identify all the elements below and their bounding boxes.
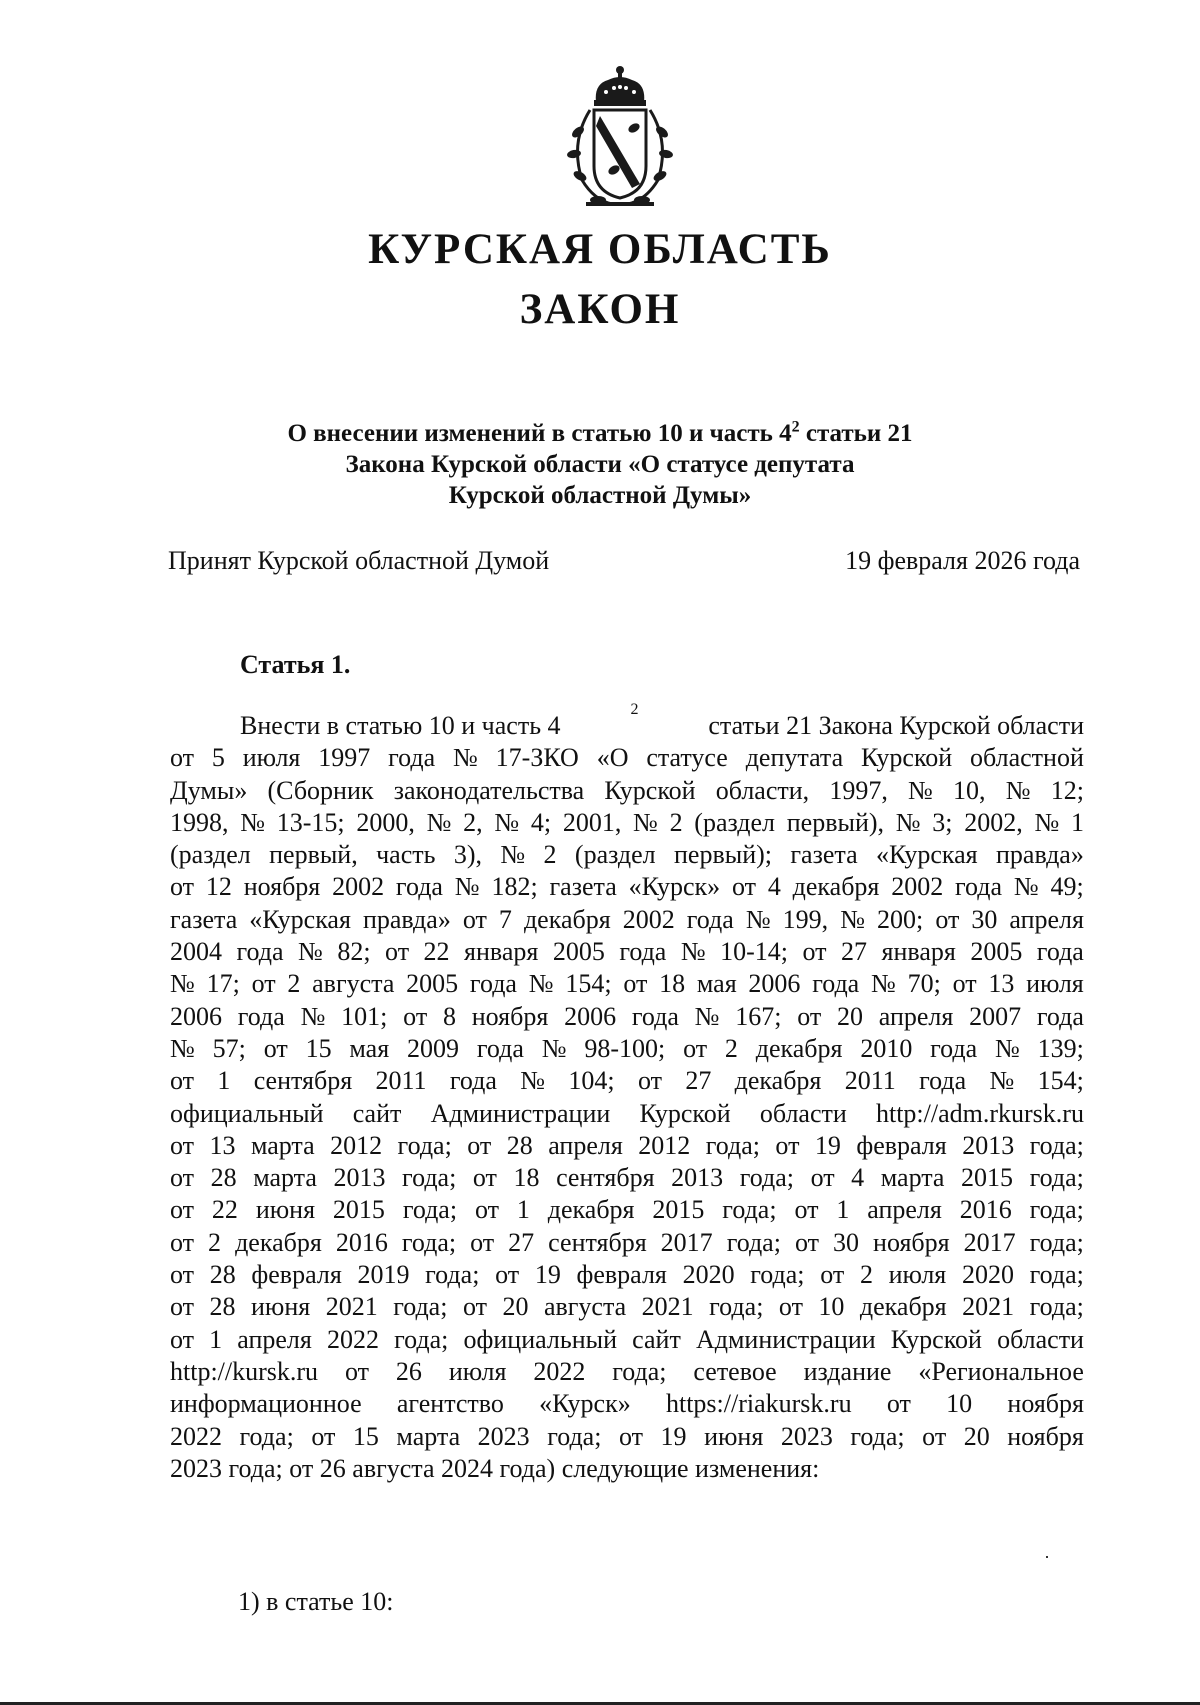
- body-line: № 17; от 2 августа 2005 года № 154; от 18 мая 2006 года № 70; от 13 июля: [170, 969, 1084, 999]
- adoption-line: [168, 546, 1080, 576]
- coat-of-arms-icon: [560, 62, 680, 212]
- document-type-title: ЗАКОН: [519, 286, 681, 333]
- subtitle-line-1: О внесении изменений в статью 10 и часть $4^2$ статьи 21: [287, 418, 913, 447]
- body-line: от 1 апреля 2022 года; официальный сайт Администрации Курской области: [170, 1324, 1084, 1354]
- body-line: 2022 года; от 15 марта 2023 года; от 19 июня 2023 года; от 20 ноября: [170, 1421, 1084, 1451]
- body-line: http://kursk.ru от 26 июля 2022 года; сетевое издание «Региональное: [170, 1356, 1084, 1386]
- body-line: (раздел первый, часть 3), № 2 (раздел первый); газета «Курская правда»: [170, 840, 1084, 870]
- body-line: от 28 февраля 2019 года; от 19 февраля 2020 года; от 2 июля 2020 года;: [170, 1260, 1084, 1290]
- region-title: КУРСКАЯ ОБЛАСТЬ: [368, 226, 832, 273]
- body-line-last: 2023 года; от 26 августа 2024 года) следующие изменения:: [170, 1453, 820, 1483]
- body-line: от 1 сентября 2011 года № 104; от 27 декабря 2011 года № 154;: [170, 1066, 1084, 1096]
- body-line: от 5 июля 1997 года № 17-ЗКО «О статусе депутата Курской областной: [170, 743, 1084, 773]
- adopted-by: Принят Курской областной Думой: [168, 546, 550, 575]
- adoption-date: 19 февраля 2026 года: [845, 546, 1080, 575]
- article-heading: Статья 1.: [240, 650, 351, 679]
- body-line: от 2 декабря 2016 года; от 27 сентября 2017 года; от 30 ноября 2017 года;: [170, 1227, 1084, 1257]
- body-line: от 22 июня 2015 года; от 1 декабря 2015 года; от 1 апреля 2016 года;: [170, 1195, 1084, 1225]
- scan-speck: [1046, 1556, 1048, 1558]
- body-line: от 28 марта 2013 года; от 18 сентября 2013 года; от 4 марта 2015 года;: [170, 1163, 1084, 1193]
- body-line: 1998, № 13-15; 2000, № 2, № 4; 2001, № 2 (раздел первый), № 3; 2002, № 1: [170, 807, 1084, 837]
- subtitle-line-2: Закона Курской области «О статусе депутата: [345, 451, 855, 478]
- body-line: 2006 года № 101; от 8 ноября 2006 года № 167; от 20 апреля 2007 года: [170, 1001, 1084, 1031]
- body-line: 2004 года № 82; от 22 января 2005 года № 10-14; от 27 января 2005 года: [170, 937, 1084, 967]
- body-line: Думы» (Сборник законодательства Курской области, 1997, № 10, № 12;: [170, 775, 1084, 805]
- body-line: № 57; от 15 мая 2009 года № 98-100; от 2 декабря 2010 года № 139;: [170, 1033, 1084, 1063]
- body-line-first: Внести в статью 10 и часть 4 2 статьи 21 Закона Курской области: [240, 701, 1084, 740]
- body-line: от 28 июня 2021 года; от 20 августа 2021 года; от 10 декабря 2021 года;: [170, 1292, 1084, 1322]
- body-line: от 12 ноября 2002 года № 182; газета «Курск» от 4 декабря 2002 года № 49;: [170, 872, 1084, 902]
- law-subtitle: [0, 418, 1200, 511]
- body-line: информационное агентство «Курск» https://riakursk.ru от 10 ноября: [170, 1389, 1084, 1419]
- body-line: газета «Курская правда» от 7 декабря 2002 года № 199, № 200; от 30 апреля: [170, 904, 1084, 934]
- subtitle-line-3: Курской областной Думы»: [448, 482, 752, 509]
- list-item: 1) в статье 10:: [238, 1587, 394, 1616]
- body-line: официальный сайт Администрации Курской области http://adm.rkursk.ru: [170, 1098, 1084, 1128]
- article-body: [170, 701, 1084, 1485]
- body-line: от 13 марта 2012 года; от 28 апреля 2012 года; от 19 февраля 2013 года;: [170, 1130, 1084, 1160]
